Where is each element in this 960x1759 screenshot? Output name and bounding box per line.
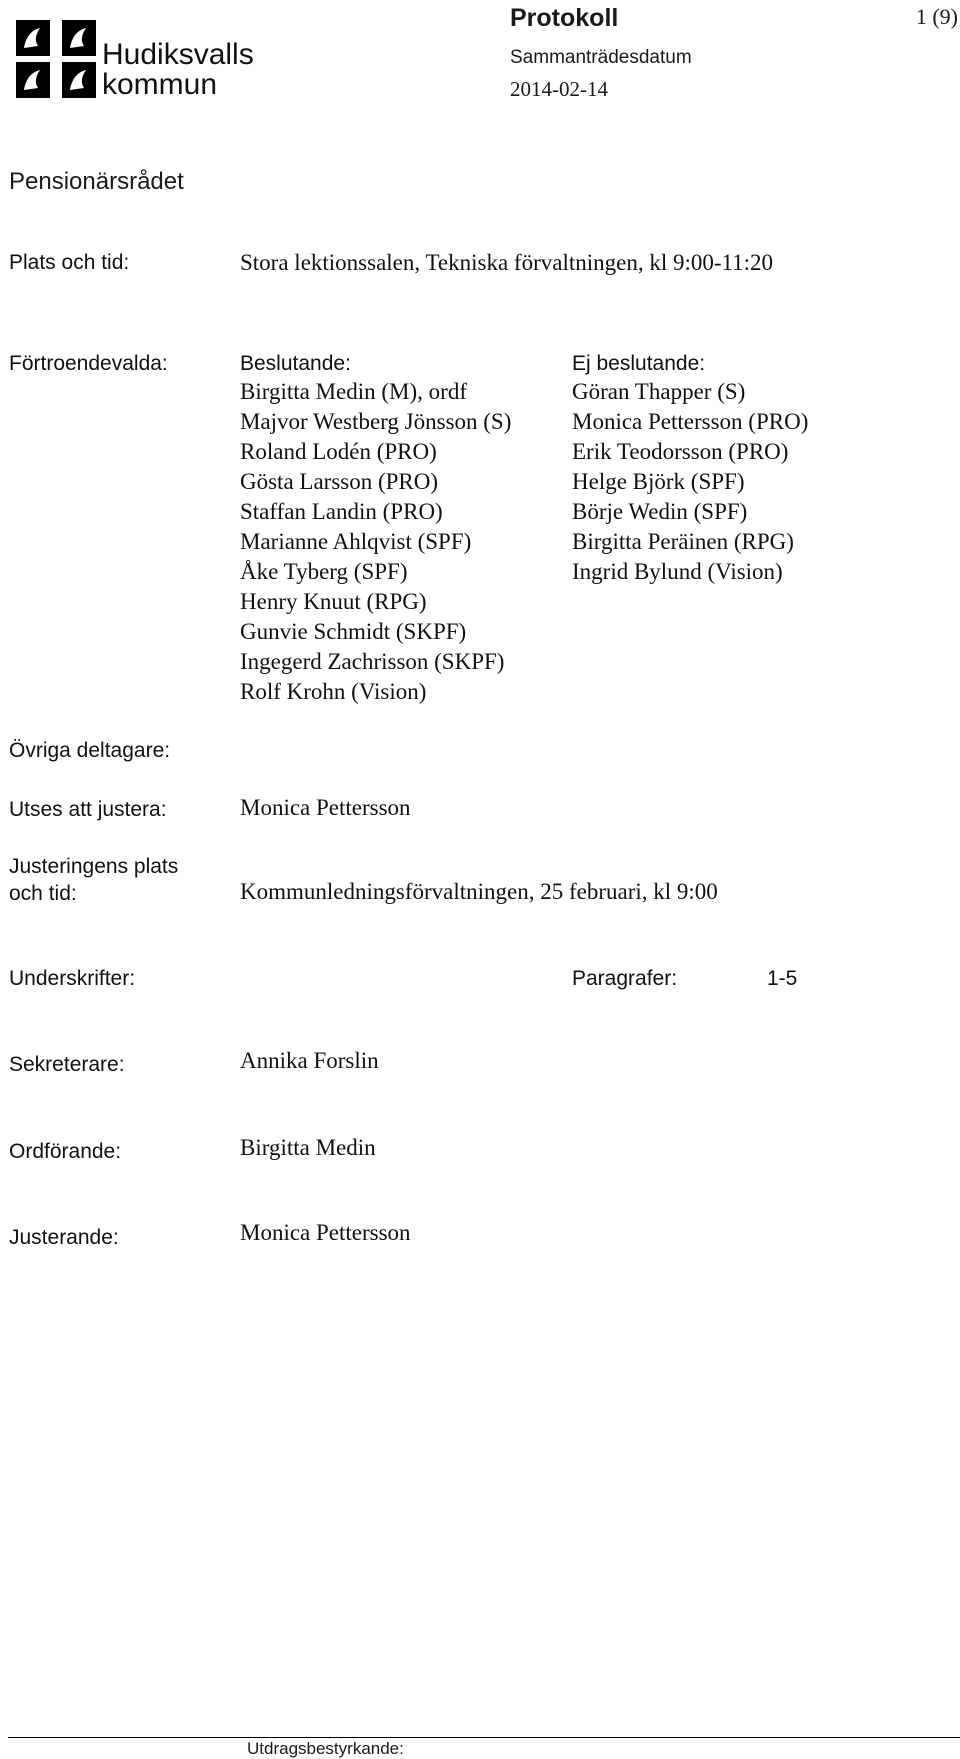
member-list-item: Göran Thapper (S)	[572, 379, 746, 404]
meeting-date-label: Sammanträdesdatum	[510, 47, 692, 68]
goat-crest-icon	[16, 20, 96, 98]
member-list-item: Börje Wedin (SPF)	[572, 499, 748, 524]
member-list-item: Staffan Landin (PRO)	[240, 499, 443, 524]
member-list-item: Marianne Ahlqvist (SPF)	[240, 529, 472, 554]
member-list-item: Birgitta Peräinen (RPG)	[572, 529, 794, 554]
secretary-label: Sekreterare:	[9, 1053, 125, 1076]
appointed-adjuster-value: Monica Pettersson	[240, 795, 411, 820]
secretary-name: Annika Forslin	[240, 1048, 379, 1073]
paragraphs-value: 1-5	[767, 967, 798, 990]
adjustment-place-value: Kommunledningsförvaltningen, 25 februari, kl 9:00	[240, 879, 718, 904]
member-list-item: Rolf Krohn (Vision)	[240, 679, 427, 704]
logo-text-line1: Hudiksvalls	[102, 38, 254, 71]
appointed-adjuster-label: Utses att justera:	[9, 798, 167, 821]
document-type: Protokoll	[510, 4, 619, 32]
member-list-item: Henry Knuut (RPG)	[240, 589, 427, 614]
non-deciding-label: Ej beslutande:	[572, 352, 706, 375]
adjuster-label: Justerande:	[9, 1226, 119, 1249]
adjustment-place-label-line2: och tid:	[9, 882, 77, 905]
member-list-item: Åke Tyberg (SPF)	[240, 559, 408, 584]
place-value: Stora lektionssalen, Tekniska förvaltningen, kl 9:00-11:20	[240, 250, 774, 275]
chair-name: Birgitta Medin	[240, 1135, 376, 1160]
member-list-item: Birgitta Medin (M), ordf	[240, 379, 467, 404]
non-deciding-members-list	[572, 377, 808, 587]
deciding-members-list	[240, 377, 511, 707]
member-list-item: Gunvie Schmidt (SKPF)	[240, 619, 467, 644]
logo-text-line2: kommun	[102, 68, 218, 101]
adjustment-place-label-line1: Justeringens plats	[9, 855, 179, 878]
municipality-logo	[16, 20, 261, 101]
signatures-label: Underskrifter:	[9, 967, 136, 990]
page-title: Pensionärsrådet	[9, 168, 184, 195]
member-list-item: Majvor Westberg Jönsson (S)	[240, 409, 512, 434]
deciding-label: Beslutande:	[240, 352, 351, 375]
member-list-item: Monica Pettersson (PRO)	[572, 409, 809, 434]
meeting-date-value: 2014-02-14	[510, 77, 608, 101]
page-number: 1 (9)	[915, 4, 958, 29]
member-list-item: Erik Teodorsson (PRO)	[572, 439, 789, 464]
footer-divider	[8, 1737, 960, 1738]
chair-label: Ordförande:	[9, 1140, 122, 1163]
other-participants-label: Övriga deltagare:	[9, 739, 171, 762]
member-list-item: Ingegerd Zachrisson (SKPF)	[240, 649, 505, 674]
member-list-item: Helge Björk (SPF)	[572, 469, 745, 494]
place-label: Plats och tid:	[9, 251, 130, 274]
member-list-item: Ingrid Bylund (Vision)	[572, 559, 783, 584]
member-list-item: Gösta Larsson (PRO)	[240, 469, 439, 494]
adjuster-name: Monica Pettersson	[240, 1220, 411, 1245]
member-list-item: Roland Lodén (PRO)	[240, 439, 437, 464]
paragraphs-label: Paragrafer:	[572, 967, 678, 990]
elected-label: Förtroendevalda:	[9, 352, 168, 375]
excerpt-certification-label: Utdragsbestyrkande:	[247, 1739, 404, 1758]
